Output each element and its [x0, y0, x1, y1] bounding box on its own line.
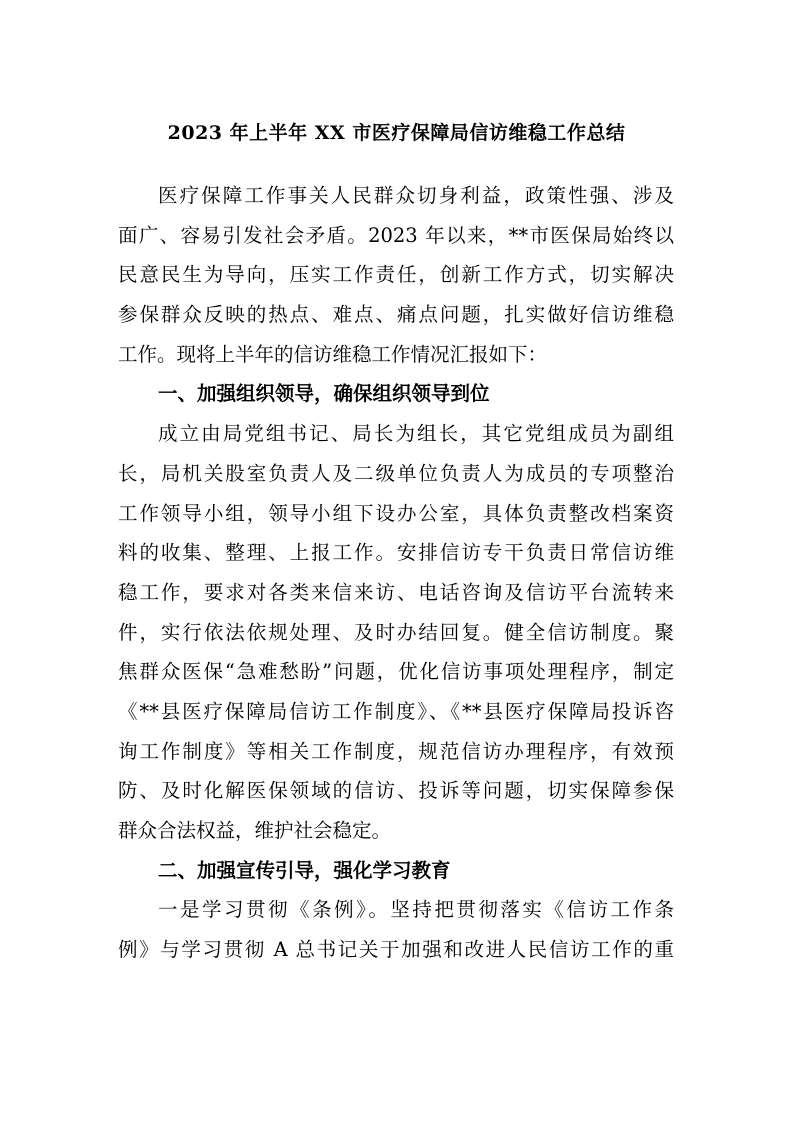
- paragraph-line: 工作领导小组，领导小组下设办公室，具体负责整改档案资: [118, 501, 674, 525]
- paragraph-line: 件，实行依法依规处理、及时办结回复。健全信访制度。聚: [118, 620, 674, 644]
- paragraph-line: 参保群众反映的热点、难点、痛点问题，扎实做好信访维稳: [118, 303, 674, 327]
- paragraph-line: 长，局机关股室负责人及二级单位负责人为成员的专项整治: [118, 461, 674, 485]
- paragraph-line: 民意民生为导向，压实工作责任，创新工作方式，切实解决: [118, 263, 674, 287]
- paragraph-line: 稳工作，要求对各类来信来访、电话咨询及信访平台流转来: [118, 580, 674, 604]
- paragraph-line: 料的收集、整理、上报工作。安排信访专干负责日常信访维: [118, 541, 674, 565]
- paragraph-line: 成立由局党组书记、局长为组长，其它党组成员为副组: [158, 422, 674, 446]
- paragraph-line: 工作。现将上半年的信访维稳工作情况汇报如下：: [118, 342, 548, 366]
- paragraph-line: 医疗保障工作事关人民群众切身利益，政策性强、涉及: [158, 184, 674, 207]
- paragraph-line: 一是学习贯彻《条例》。坚持把贯彻落实《信访工作条: [158, 898, 674, 922]
- paragraph-line: 《**县医疗保障局信访工作制度》、《**县医疗保障局投诉咨: [118, 699, 674, 723]
- paragraph-line: 焦群众医保“急难愁盼”问题，优化信访事项处理程序，制定: [118, 660, 674, 684]
- document-body: [118, 176, 674, 970]
- section-heading: 二、加强宣传引导，强化学习教育: [158, 858, 451, 882]
- paragraph-line: 防、及时化解医保领域的信访、投诉等问题，切实保障参保: [118, 779, 674, 803]
- paragraph-line: 面广、容易引发社会矛盾。2023 年以来，**市医保局始终以: [118, 223, 674, 247]
- section-heading: 一、加强组织领导，确保组织领导到位: [158, 382, 490, 406]
- paragraph-line: 群众合法权益，维护社会稳定。: [118, 819, 392, 842]
- paragraph-line: 例》与学习贯彻 A 总书记关于加强和改进人民信访工作的重: [118, 938, 674, 962]
- document-title: 2023 年上半年 XX 市医疗保障局信访维稳工作总结: [167, 122, 626, 144]
- paragraph-line: 询工作制度》等相关工作制度，规范信访办理程序，有效预: [118, 739, 674, 763]
